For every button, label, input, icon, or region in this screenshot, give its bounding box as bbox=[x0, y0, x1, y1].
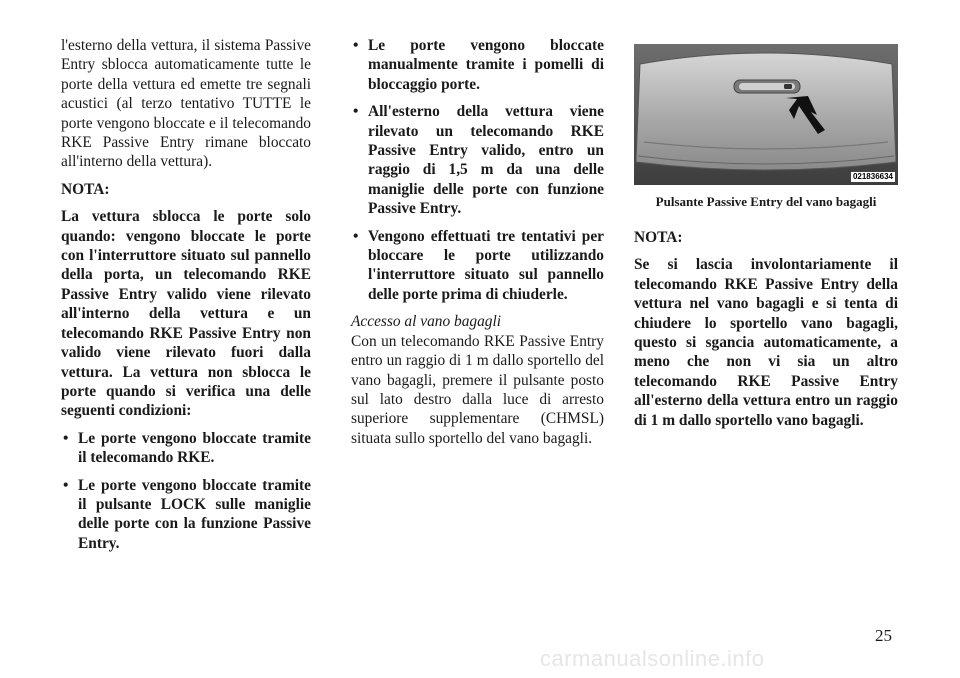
figure-code: 021836634 bbox=[852, 172, 893, 181]
list-item: • All'esterno della vettura viene rilevato un telecomando RKE Passive Entry valido, entro un raggio di 1,5 m da una delle maniglie delle porte con funzione Passive Entry. bbox=[351, 102, 604, 218]
note-paragraph: La vettura sblocca le porte solo quando: vengono bloccate le porte con l'interruttore situato sul pannello della porta, un telecomando RKE Passive Entry valido viene rilevato all'interno della vettura e un telecomando RKE Passive Entry non valido viene rilevato fuori dalla vettura. La vettura non sblocca le porte quando si verifica una delle seguenti condizioni: bbox=[61, 208, 311, 420]
section-title: Accesso al vano bagagli bbox=[351, 313, 502, 331]
list-item: • Le porte vengono bloccate tramite il pulsante LOCK sulle maniglie delle porte con la funzione Passive Entry. bbox=[61, 476, 311, 554]
note-label: NOTA: bbox=[634, 229, 683, 246]
column-right bbox=[634, 44, 898, 438]
column-left bbox=[61, 36, 311, 561]
page-number: 25 bbox=[875, 626, 892, 645]
list-item: • Le porte vengono bloccate manualmente tramite i pomelli di bloccaggio porte. bbox=[351, 36, 604, 94]
bullet-list bbox=[351, 36, 604, 304]
note-paragraph: Se si lascia involontariamente il telecomando RKE Passive Entry della vettura nel vano bagagli e si tenta di chiudere lo sportello vano bagagli, questo si sgancia automaticamente, a meno che non vi sia un altro telecomando RKE Passive Entry all'esterno della vettura entro un raggio di 1 m dallo sportello vano bagagli. bbox=[634, 256, 898, 429]
trunk-lid-image bbox=[634, 44, 898, 185]
column-middle bbox=[351, 36, 604, 456]
bullet-list bbox=[61, 429, 311, 553]
section-paragraph: Con un telecomando RKE Passive Entry entro un raggio di 1 m dallo sportello del vano bagagli, premere il pulsante posto sul lato destro dalla luce di arresto superiore supplementare (CHMSL) situata sullo sportello del vano bagagli. bbox=[351, 332, 604, 447]
list-item: • Vengono effettuati tre tentativi per bloccare le porte utilizzando l'interruttore situato sul pannello delle porte prima di chiuderle. bbox=[351, 227, 604, 305]
list-item: • Le porte vengono bloccate tramite il telecomando RKE. bbox=[61, 429, 311, 468]
trunk-lid-illustration bbox=[634, 44, 898, 185]
note-label: NOTA: bbox=[61, 180, 110, 198]
figure-caption: Pulsante Passive Entry del vano bagagli bbox=[655, 194, 877, 209]
watermark: carmanualsonline.info bbox=[540, 646, 765, 671]
intro-paragraph: l'esterno della vettura, il sistema Passive Entry sblocca automaticamente tutte le porte della vettura ed emette tre segnali acustici (al terzo tentativo TUTTE le porte vengono bloccate e il telecomando RKE Passive Entry rimane bloccato all'interno della vettura). bbox=[61, 37, 311, 171]
